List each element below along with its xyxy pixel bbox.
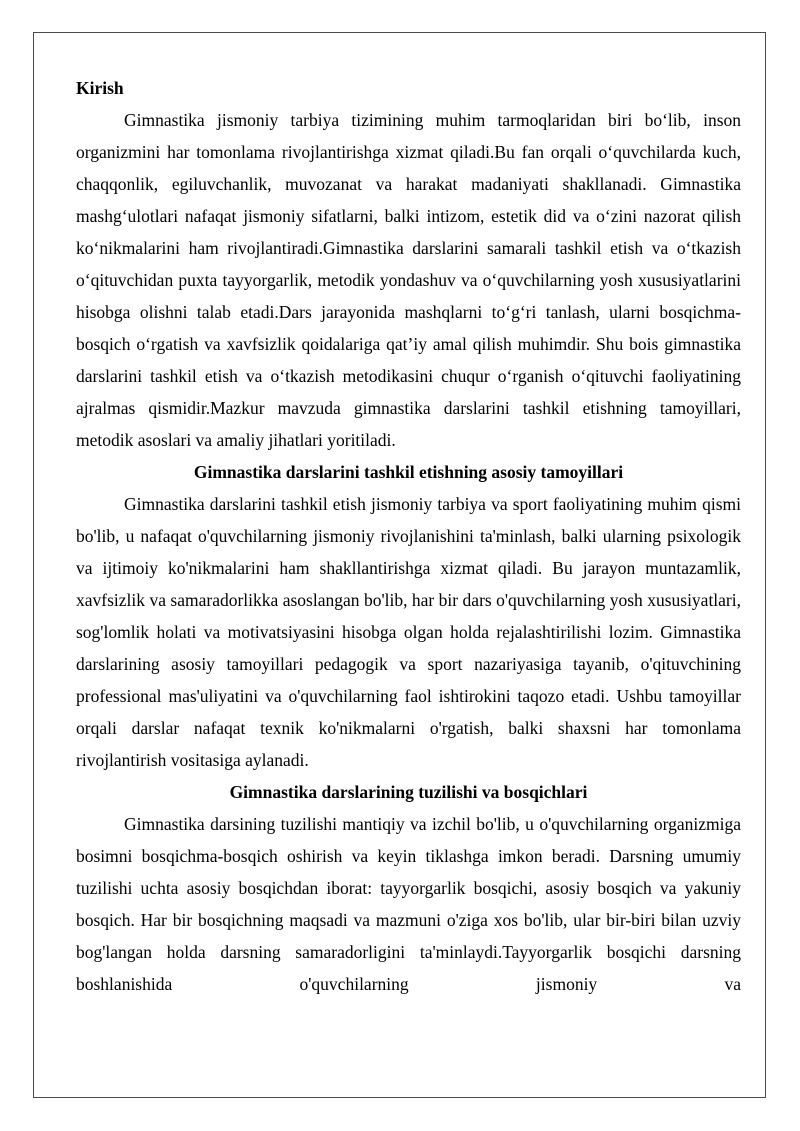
section-heading-principles: Gimnastika darslarini tashkil etishning asosiy tamoyillari bbox=[193, 462, 624, 482]
structure-paragraph: Gimnastika darsining tuzilishi mantiqiy va izchil bo'lib, u o'quvchilarning organizmiga bosimni bosqichma-bosqich oshirish va keyin tiklashga imkon beradi. Darsning umumiy tuzilishi uchta asosiy bosqichdan iborat: tayyorgarlik bosqichi, asosiy bosqich va yakuniy bosqich. Har bir bosqichning maqsadi va mazmuni o'ziga xos bo'lib, ular bir-biri bilan uzviy bog'langan holda darsning samaradorligini ta'minlaydi.Tayyorgarlik bosqichi darsning boshlanishida o'quvchilarning jismoniy va bbox=[76, 814, 741, 994]
intro-heading: Kirish bbox=[76, 78, 124, 98]
document-body bbox=[76, 72, 741, 1000]
principles-paragraph: Gimnastika darslarini tashkil etish jismoniy tarbiya va sport faoliyatining muhim qismi bo'lib, u nafaqat o'quvchilarning jismoniy rivojlanishini ta'minlash, balki ularning psixologik va ijtimoiy ko'nikmalarini ham shakllantirishga xizmat qiladi. Bu jarayon muntazamlik, xavfsizlik va samaradorlikka asoslangan bo'lib, har bir dars o'quvchilarning yosh xususiyatlari, sog'lomlik holati va motivatsiyasini hisobga olgan holda rejalashtirilishi lozim. Gimnastika darslarining asosiy tamoyillari pedagogik va sport nazariyasiga tayanib, o'qituvchining professional mas'uliyatini va o'quvchilarning faol ishtirokini taqozo etadi. Ushbu tamoyillar orqali darslar nafaqat texnik ko'nikmalarni o'rgatish, balki shaxsni har tomonlama rivojlantirish vositasiga aylanadi. bbox=[76, 494, 741, 770]
intro-paragraph: Gimnastika jismoniy tarbiya tizimining muhim tarmoqlaridan biri bo‘lib, inson organizmini har tomonlama rivojlantirishga xizmat qiladi.Bu fan orqali o‘quvchilarda kuch, chaqqonlik, egiluvchanlik, muvozanat va harakat madaniyati shakllanadi. Gimnastika mashg‘ulotlari nafaqat jismoniy sifatlarni, balki intizom, estetik did va o‘zini nazorat qilish ko‘nikmalarini ham rivojlantiradi.Gimnastika darslarini samarali tashkil etish va o‘tkazish o‘qituvchidan puxta tayyorgarlik, metodik yondashuv va o‘quvchilarning yosh xususiyatlarini hisobga olishni talab etadi.Dars jarayonida mashqlarni to‘g‘ri tanlash, ularni bosqichma-bosqich o‘rgatish va xavfsizlik qoidalariga qat’iy amal qilish muhimdir. Shu bois gimnastika darslarini tashkil etish va o‘tkazish metodikasini chuqur o‘rganish o‘qituvchi faoliyatining ajralmas qismidir.Mazkur mavzuda gimnastika darslarini tashkil etishning tamoyillari, metodik asoslari va amaliy jihatlari yoritiladi. bbox=[76, 110, 741, 450]
section-heading-structure: Gimnastika darslarining tuzilishi va bosqichlari bbox=[229, 782, 588, 802]
